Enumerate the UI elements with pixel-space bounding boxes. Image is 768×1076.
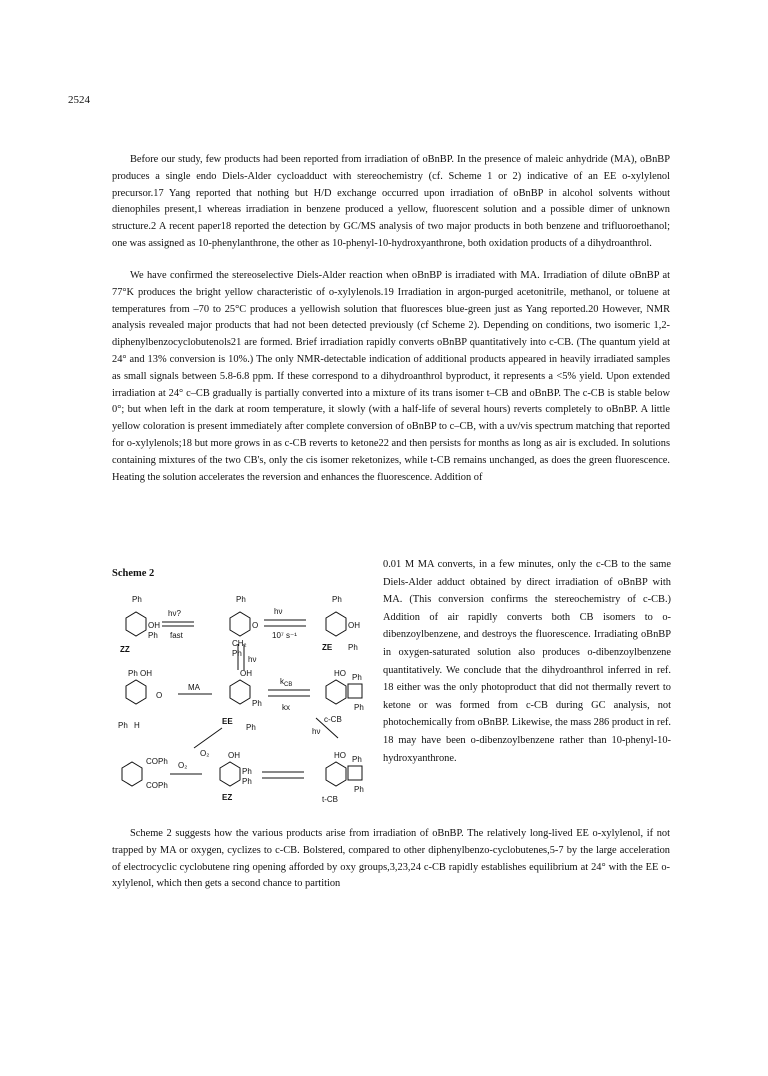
label-ma: MA — [188, 683, 200, 692]
scheme-diagram — [112, 588, 378, 818]
benzene-ring-dibenzoyl — [122, 762, 142, 786]
label-ze: ZE — [322, 643, 333, 652]
label-ph: Ph — [354, 703, 364, 712]
label-zz: ZZ — [120, 645, 130, 654]
paragraph-text: 0.01 M MA converts, in a few minutes, only the c-CB to the same Diels-Alder adduct obtained by direct irradiation of oBnBP with MA. (This conversion confirms the stereochemistry of c-CB.) Addition of air rapidly converts both CB isomers to o-dibenzoylbenzene, and destroys the fluorescence. Irradiating oBnBP in oxygen-saturated solution also produces o-dibenzoylbenzene quantitatively. We conclude that the dihydroanthrol inferred in ref. 18 either was the only photoproduct that did not thermally revert to ketone or was formed from c-CB during GC analysis, not photochemically from oBnBP. Likewise, the mass 286 product in ref. 18 may have been o-dibenzoylbenzene rather than 10-phenyl-10-hydroxyanthrone. — [383, 559, 671, 764]
benzene-ring-tcb — [326, 762, 346, 786]
cyclobutene-ring-ccb — [348, 684, 362, 698]
benzene-ring-zz2 — [326, 612, 346, 636]
label-ph: Ph — [352, 673, 362, 682]
benzene-ring-adduct — [126, 680, 146, 704]
label-ph: Ph — [128, 669, 138, 678]
benzene-ring-ee — [230, 680, 250, 704]
label-k: k — [280, 677, 284, 686]
label-h: H — [134, 721, 140, 730]
label-ph: Ph — [352, 755, 362, 764]
label-ph: Ph — [242, 767, 252, 776]
label-oh: OH — [348, 621, 360, 630]
label-coph: COPh — [146, 781, 168, 790]
page-number: 2524 — [68, 94, 90, 106]
benzene-ring-ccb — [326, 680, 346, 704]
label-oh: OH — [240, 669, 252, 678]
label-rate: 10⁷ s⁻¹ — [272, 631, 297, 640]
paragraph-results — [112, 268, 670, 486]
label-ph: Ph — [252, 699, 262, 708]
scheme-title: Scheme 2 — [112, 568, 155, 579]
paragraph-text: Before our study, few products had been reported from irradiation of oBnBP. In the presence of maleic anhydride (MA), oBnBP produces a single endo Diels-Alder cycloadduct with stereochemistry (cf. Scheme 1 or 2) indicative of an EE o-xylylenol precursor.17 Yang reported that nothing but H/D exchange occurred upon irradiation of oBnBP in alcohol solvents without dienophiles present,1 whereas irradiation in benzene produced a yellow, fluorescent solution and a possible dimer of unknown structure.2 A recent paper18 reported the detection by GC/MS analysis of two major products in both benzene and trifluoroethanol; one was assigned as 10-phenylanthrone, the other as 10-phenyl-10-hydroxyanthrone, both oxidation products of a dihydroanthrol. — [112, 154, 670, 249]
label-o: O — [156, 691, 163, 700]
paragraph-text: We have confirmed the stereoselective Diels-Alder reaction when oBnBP is irradiated with MA. Irradiation of dilute oBnBP at 77°K produces the bright yellow characteristic of o-xylylenols.19 Irradiation in argon-purged acetonitrile, methanol, or toluene at temperatures from –70 to 25°C produces a yellowish solution that fluoresces blue-green just as Yang reported.20 However, NMR analysis revealed major products that had not been detected previously (cf Scheme 2). Depending on conditions, two isomeric 1,2-diphenylbenzocyclobutenols21 are formed. Brief irradiation rapidly converts oBnBP quantitatively into c-CB. (The quantum yield at 24° and 13% conversion is 10%.) The only NMR-detectable indication of additional products appeared in heavily irradiated samples as small signals between 5.8-6.8 ppm. If these correspond to a dihydroanthrol byproduct, it represents a <5% yield. Upon extended irradiation at 24° c–CB gradually is partially converted into a mixture of its trans isomer t–CB and oBnBP. The c-CB is stable below 0°; but when left in the dark at room temperature, it slowly (with a half-life of several hours) reverts completely to oBnBP. A little yellow coloration is present immediately after complete conversion of oBnBP to c–CB, with a uv/vis spectrum matching that reported for o-xylylenols;18 but more grows in as c-CB reverts to ketone22 and then persists for months as long as air is excluded. In solutions containing mixtures of the two CB's, only the cis isomer reketonizes, while t-CB remains unchanged, as does the green fluorescence. Heating the solution accelerates the reversion and enhances the fluorescence. Addition of — [112, 270, 670, 483]
label-ph: Ph — [132, 595, 142, 604]
label-ez: EZ — [222, 793, 233, 802]
label-cb-sub: CB — [284, 682, 293, 688]
label-o2: O₂ — [178, 761, 188, 770]
label-ch2: CH₂ — [232, 639, 247, 648]
label-ph: Ph — [118, 721, 128, 730]
label-ee: EE — [222, 717, 233, 726]
label-ph: Ph — [236, 595, 246, 604]
benzene-ring-zz — [126, 612, 146, 636]
label-ho: HO — [334, 751, 346, 760]
label-kcb — [280, 677, 292, 688]
label-hv-question: hν? — [168, 609, 181, 618]
label-oh: OH — [148, 621, 160, 630]
label-ph: Ph — [354, 785, 364, 794]
label-ph: Ph — [148, 631, 158, 640]
cyclobutene-ring-tcb — [348, 766, 362, 780]
label-hv: hν — [274, 607, 283, 616]
label-ph: Ph — [246, 723, 256, 732]
label-coph: COPh — [146, 757, 168, 766]
label-ph: Ph — [232, 649, 242, 658]
label-ph: Ph — [348, 643, 358, 652]
label-o: O — [252, 621, 259, 630]
label-ccb: c-CB — [324, 715, 342, 724]
paragraph-intro — [112, 152, 670, 253]
benzene-ring-ez — [220, 762, 240, 786]
label-tcb: t-CB — [322, 795, 338, 804]
reaction-scheme — [112, 588, 378, 818]
benzene-ring-ze — [230, 612, 250, 636]
label-ph: Ph — [242, 777, 252, 786]
label-hv: hν — [312, 727, 321, 736]
label-oh: OH — [140, 669, 152, 678]
label-o2: O₂ — [200, 749, 210, 758]
paragraph-text: Scheme 2 suggests how the various products arise from irradiation of oBnBP. The relatively long-lived EE o-xylylenol, if not trapped by MA or oxygen, cyclizes to c-CB. Bolstered, compared to other diphenylbenzo-cyclobutenes,5-7 by the large acceleration of electrocyclic cyclobutene ring opening afforded by oxy groups,3,23,24 c-CB rapidly establishes equilibrium at 24° with the EE o-xylylenol, which then gets a second chance to partition — [112, 828, 670, 890]
label-ph: Ph — [332, 595, 342, 604]
paragraph-right-column — [383, 556, 671, 767]
label-oh: OH — [228, 751, 240, 760]
label-kx: kx — [282, 703, 290, 712]
paragraph-discussion — [112, 826, 670, 893]
label-fast: fast — [170, 631, 183, 640]
label-ho: HO — [334, 669, 346, 678]
label-hv: hν — [248, 655, 257, 664]
